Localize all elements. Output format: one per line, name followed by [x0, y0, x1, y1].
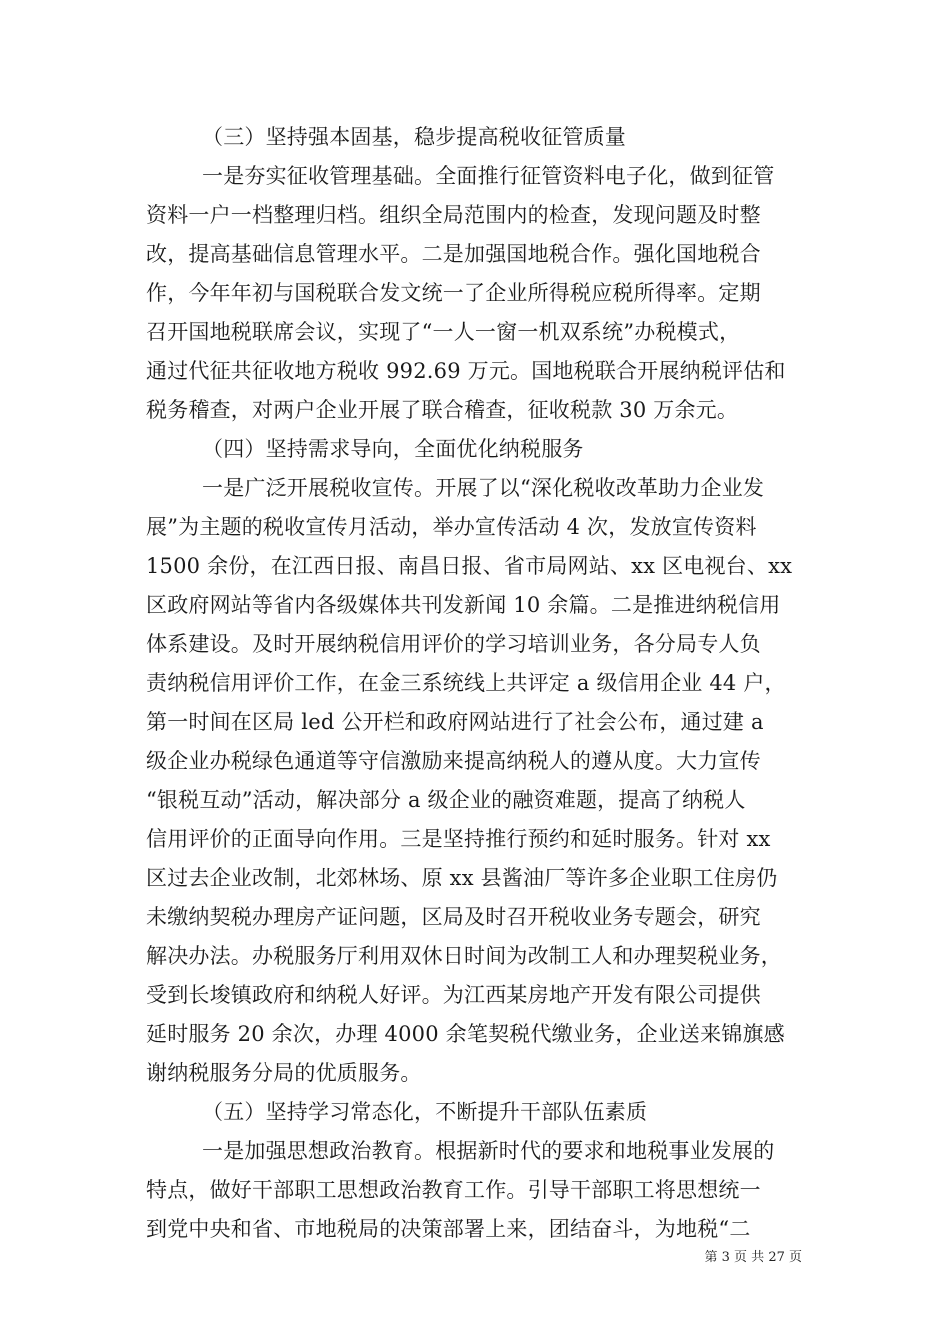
- paragraph-line: 展”为主题的税收宣传月活动，举办宣传活动 4 次，发放宣传资料: [146, 515, 757, 539]
- section-heading-4: （四）坚持需求导向，全面优化纳税服务: [202, 437, 584, 461]
- paragraph-line: 体系建设。及时开展纳税信用评价的学习培训业务，各分局专人负: [146, 632, 761, 656]
- paragraph-line: 资料一户一档整理归档。组织全局范围内的检查，发现问题及时整: [146, 203, 761, 227]
- paragraph-line: 一是加强思想政治教育。根据新时代的要求和地税事业发展的: [202, 1139, 775, 1163]
- paragraph-line: 谢纳税服务分局的优质服务。: [146, 1061, 422, 1085]
- paragraph-line: 到党中央和省、市地税局的决策部署上来，团结奋斗，为地税“二: [146, 1217, 751, 1241]
- paragraph-line: 作，今年年初与国税联合发文统一了企业所得税应税所得率。定期: [146, 281, 761, 305]
- paragraph-line: 区政府网站等省内各级媒体共刊发新闻 10 余篇。二是推进纳税信用: [146, 593, 781, 617]
- paragraph-line: 责纳税信用评价工作，在金三系统线上共评定 a 级信用企业 44 户，: [146, 671, 786, 695]
- paragraph-line: 解决办法。办税服务厅利用双休日时间为改制工人和办理契税业务，: [146, 944, 782, 968]
- page-number: 第 3 页 共 27 页: [704, 1250, 802, 1265]
- paragraph-line: 延时服务 20 余次，办理 4000 余笔契税代缴业务，企业送来锦旗感: [146, 1022, 785, 1046]
- section-heading-3: （三）坚持强本固基，稳步提高税收征管质量: [202, 125, 626, 149]
- paragraph-line: “银税互动”活动，解决部分 a 级企业的融资难题，提高了纳税人: [146, 788, 746, 812]
- section-heading-5: （五）坚持学习常态化，不断提升干部队伍素质: [202, 1100, 648, 1124]
- paragraph-line: 受到长埈镇政府和纳税人好评。为江西某房地产开发有限公司提供: [146, 983, 761, 1007]
- paragraph-line: 信用评价的正面导向作用。三是坚持推行预约和延时服务。针对 xx: [146, 827, 771, 851]
- document-body: [146, 118, 810, 1249]
- paragraph-line: 区过去企业改制，北郊林场、原 xx 县酱油厂等许多企业职工住房仍: [146, 866, 778, 890]
- paragraph-line: 第一时间在区局 led 公开栏和政府网站进行了社会公布，通过建 a: [146, 710, 764, 734]
- paragraph-line: 通过代征共征收地方税收 992.69 万元。国地税联合开展纳税评估和: [146, 359, 786, 383]
- paragraph-line: 税务稽查，对两户企业开展了联合稽查，征收税款 30 万余元。: [146, 398, 739, 422]
- paragraph-line: 未缴纳契税办理房产证问题，区局及时召开税收业务专题会，研究: [146, 905, 761, 929]
- paragraph-line: 一是夯实征收管理基础。全面推行征管资料电子化，做到征管: [202, 164, 775, 188]
- paragraph-line: 特点，做好干部职工思想政治教育工作。引导干部职工将思想统一: [146, 1178, 761, 1202]
- paragraph-line: 召开国地税联席会议，实现了“一人一窗一机双系统”办税模式，: [146, 320, 741, 344]
- paragraph-line: 1500 余份，在江西日报、南昌日报、省市局网站、xx 区电视台、xx: [146, 554, 793, 578]
- paragraph-line: 改，提高基础信息管理水平。二是加强国地税合作。强化国地税合: [146, 242, 761, 266]
- paragraph-line: 一是广泛开展税收宣传。开展了以“深化税收改革助力企业发: [202, 476, 765, 500]
- paragraph-line: 级企业办税绿色通道等守信激励来提高纳税人的遵从度。大力宣传: [146, 749, 761, 773]
